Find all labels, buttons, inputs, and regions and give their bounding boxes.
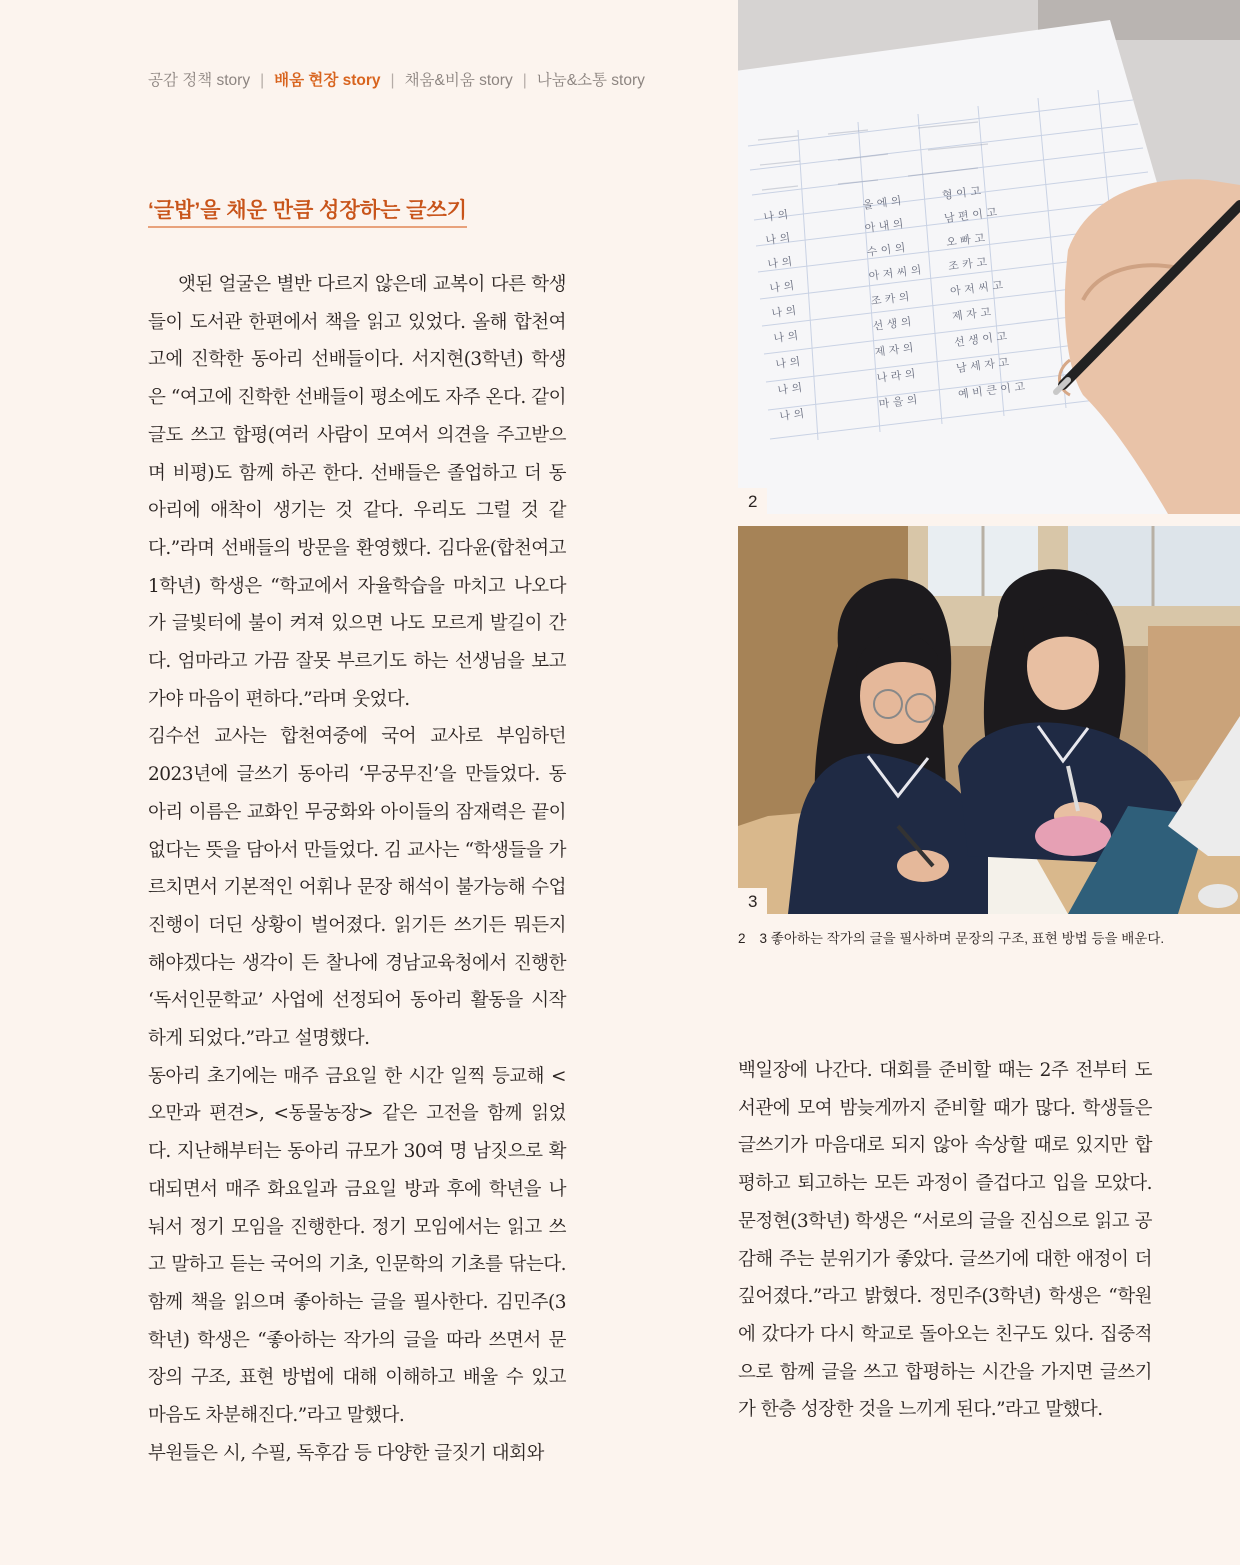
svg-text:형 이 고: 형 이 고 bbox=[941, 184, 982, 203]
svg-text:남 편 이 고: 남 편 이 고 bbox=[943, 205, 998, 226]
svg-text:아 저 씨 고: 아 저 씨 고 bbox=[949, 278, 1004, 299]
svg-text:나 의: 나 의 bbox=[764, 231, 791, 247]
manuscript-illustration bbox=[738, 0, 1240, 514]
nav-item-policy[interactable]: 공감 정책 story bbox=[148, 72, 251, 89]
svg-text:나 의: 나 의 bbox=[772, 329, 799, 345]
nav-separator: | bbox=[260, 72, 265, 89]
article-right-column bbox=[738, 1052, 1152, 1429]
paragraph: 백일장에 나간다. 대회를 준비할 때는 2주 전부터 도서관에 모여 밤늦게까지 준비할 때가 많다. 학생들은 글쓰기가 마음대로 되지 않아 속상할 때로 있지만 합평하고 퇴고하는 모든 과정이 즐겁다고 입을 모았다. 문정현(3학년) 학생은 “서로의 글을 진심으로 읽고 공감해 주는 분위기가 좋았다. 글쓰기에 대한 애정이 더 깊어졌다.”라고 밝혔다. 정민주(3학년) 학생은 “학원에 갔다가 다시 학교로 돌아오는 친구도 있다. 집중적으로 함께 글을 쓰고 합평하는 시간을 가지면 글쓰기가 한층 성장한 것을 느끼게 된다.”라고 말했다. bbox=[738, 1060, 1152, 1421]
photo-number: 2 bbox=[738, 488, 767, 514]
svg-text:아 내 의: 아 내 의 bbox=[864, 217, 905, 235]
nav-item-fill-empty[interactable]: 채움&비움 story bbox=[404, 72, 513, 89]
students-illustration bbox=[738, 526, 1240, 914]
photo-number: 3 bbox=[738, 888, 767, 914]
svg-text:선 생 이 고: 선 생 이 고 bbox=[953, 329, 1008, 350]
svg-text:나 라 의: 나 라 의 bbox=[876, 367, 917, 385]
svg-text:조 카 고: 조 카 고 bbox=[947, 255, 988, 274]
svg-text:나 의: 나 의 bbox=[778, 407, 805, 423]
svg-text:나 의: 나 의 bbox=[770, 304, 797, 320]
paragraph: 동아리 초기에는 매주 금요일 한 시간 일찍 등교해 <오만과 편견>, <동물농장> 같은 고전을 함께 읽었다. 지난해부터는 동아리 규모가 30여 명 남짓으로 확대되면서 매주 화요일과 금요일 방과 후에 학년을 나눠서 정기 모임을 진행한다. 정기 모임에서는 읽고 쓰고 말하고 듣는 국어의 기초, 인문학의 기초를 닦는다. 함께 책을 읽으며 좋아하는 글을 필사한다. 김민주(3학년) 학생은 “좋아하는 작가의 글을 따라 쓰면서 문장의 구조, 표현 방법에 대해 이해하고 배울 수 있고 마음도 차분해진다.”라고 말했다. bbox=[148, 1065, 566, 1427]
photo-students-writing bbox=[738, 526, 1240, 914]
svg-text:나 의: 나 의 bbox=[766, 255, 793, 271]
article-left-column bbox=[148, 266, 566, 1473]
svg-text:나 의: 나 의 bbox=[768, 279, 795, 295]
section-nav bbox=[148, 68, 645, 90]
paragraph: 부원들은 시, 수필, 독후감 등 다양한 글짓기 대회와 bbox=[148, 1442, 544, 1464]
nav-item-learning[interactable]: 배움 현장 story bbox=[274, 72, 381, 89]
photo-manuscript bbox=[738, 0, 1240, 514]
nav-separator: | bbox=[522, 72, 527, 89]
svg-text:남 세 자 고: 남 세 자 고 bbox=[955, 355, 1010, 376]
paragraph: 김수선 교사는 합천여중에 국어 교사로 부임하던 2023년에 글쓰기 동아리 ‘무궁무진’을 만들었다. 동아리 이름은 교화인 무궁화와 아이들의 잠재력은 끝이 없다는 뜻을 담아서 만들었다. 김 교사는 “학생들을 가르치면서 기본적인 어휘나 문장 해석이 불가능해 수업 진행이 더딘 상황이 벌어졌다. 읽기든 쓰기든 뭐든지 해야겠다는 생각이 든 찰나에 경남교육청에서 진행한 ‘독서인문학교’ 사업에 선정되어 동아리 활동을 시작하게 되었다.”라고 설명했다. bbox=[148, 726, 566, 1050]
paragraph: 앳된 얼굴은 별반 다르지 않은데 교복이 다른 학생들이 도서관 한편에서 책을 읽고 있었다. 올해 합천여고에 진학한 동아리 선배들이다. 서지현(3학년) 학생은 “여고에 진학한 선배들이 평소에도 자주 온다. 같이 글도 쓰고 합평(여러 사람이 모여서 의견을 주고받으며 비평)도 함께 하곤 한다. 선배들은 졸업하고 더 동아리에 애착이 생기는 것 같다. 우리도 그럴 것 같다.”라며 선배들의 방문을 환영했다. 김다윤(합천여고 1학년) 학생은 “학교에서 자율학습을 마치고 나오다가 글빛터에 불이 켜져 있으면 나도 모르게 발길이 간다. 엄마라고 가끔 잘못 부르기도 하는 선생님을 보고 가야 마음이 편하다.”라며 웃었다. bbox=[148, 274, 566, 710]
caption-number: 2 bbox=[738, 931, 746, 946]
svg-text:아 저 씨 의: 아 저 씨 의 bbox=[868, 263, 923, 283]
svg-text:나 의: 나 의 bbox=[774, 355, 801, 371]
article-title: ‘글밥’을 채운 만큼 성장하는 글쓰기 bbox=[148, 194, 467, 228]
svg-text:선 생 의: 선 생 의 bbox=[872, 315, 913, 333]
svg-text:오 빠 고: 오 빠 고 bbox=[945, 231, 986, 250]
svg-text:올 에 의: 올 에 의 bbox=[862, 194, 903, 212]
photo-caption bbox=[738, 927, 1164, 947]
svg-text:예 비 큰 이 고: 예 비 큰 이 고 bbox=[957, 379, 1026, 402]
svg-text:제 자 의: 제 자 의 bbox=[874, 341, 915, 359]
svg-text:제 자 고: 제 자 고 bbox=[951, 305, 992, 324]
svg-text:조 카 의: 조 카 의 bbox=[870, 290, 911, 308]
caption-text: 3 좋아하는 작가의 글을 필사하며 문장의 구조, 표현 방법 등을 배운다. bbox=[759, 931, 1165, 946]
svg-text:수 이 의: 수 이 의 bbox=[866, 241, 907, 259]
nav-separator: | bbox=[390, 72, 395, 89]
svg-text:나 의: 나 의 bbox=[762, 208, 789, 224]
nav-item-share[interactable]: 나눔&소통 story bbox=[536, 72, 645, 89]
svg-text:마 을 의: 마 을 의 bbox=[878, 393, 919, 411]
svg-text:나 의: 나 의 bbox=[776, 381, 803, 397]
